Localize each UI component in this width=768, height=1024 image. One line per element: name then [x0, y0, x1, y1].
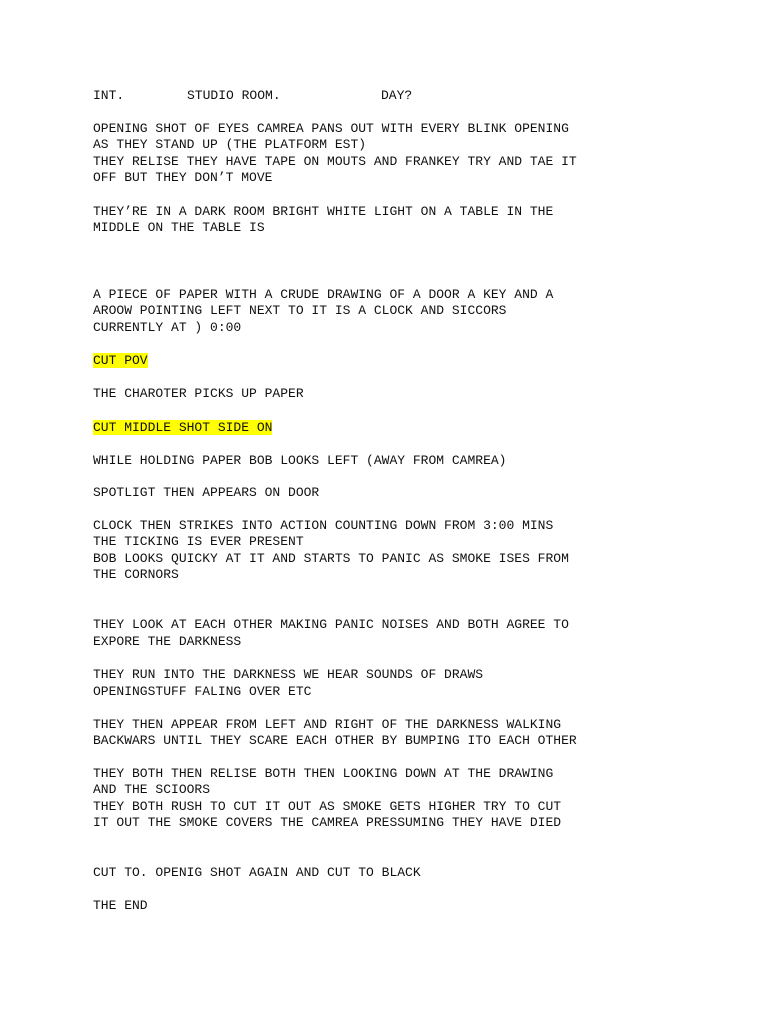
action-line: AND THE SCIOORS	[93, 782, 211, 797]
action-line: IT OUT THE SMOKE COVERS THE CAMREA PRESSUMING THEY HAVE DIED	[93, 815, 562, 830]
action-line: OPENINGSTUFF FALING OVER ETC	[93, 684, 312, 699]
action-line: THEY RELISE THEY HAVE TAPE ON MOUTS AND FRANKEY TRY AND TAE IT	[93, 154, 577, 169]
action-line: OPENING SHOT OF EYES CAMREA PANS OUT WITH EVERY BLINK OPENING	[93, 121, 569, 136]
action-line: CURRENTLY AT ) 0:00	[93, 320, 242, 335]
action-line: EXPORE THE DARKNESS	[93, 634, 242, 649]
action-line: THE CHAROTER PICKS UP PAPER	[93, 386, 304, 401]
transition-line	[93, 420, 272, 436]
action-line: THEY THEN APPEAR FROM LEFT AND RIGHT OF THE DARKNESS WALKING	[93, 717, 562, 732]
action-line: THE CORNORS	[93, 567, 179, 582]
action-line: THEY RUN INTO THE DARKNESS WE HEAR SOUNDS OF DRAWS	[93, 667, 484, 682]
action-line: BACKWARS UNTIL THEY SCARE EACH OTHER BY BUMPING ITO EACH OTHER	[93, 733, 577, 748]
scene-location: STUDIO ROOM.	[187, 88, 281, 103]
action-line: SPOTLIGT THEN APPEARS ON DOOR	[93, 485, 320, 500]
highlighted-transition: CUT POV	[93, 353, 148, 368]
action-line: OFF BUT THEY DON’T MOVE	[93, 170, 273, 185]
action-line: THE TICKING IS EVER PRESENT	[93, 534, 304, 549]
action-line: MIDDLE ON THE TABLE IS	[93, 220, 265, 235]
action-line: THEY’RE IN A DARK ROOM BRIGHT WHITE LIGHT ON A TABLE IN THE	[93, 204, 554, 219]
action-line: CUT TO. OPENIG SHOT AGAIN AND CUT TO BLACK	[93, 865, 421, 880]
action-line: A PIECE OF PAPER WITH A CRUDE DRAWING OF A DOOR A KEY AND A	[93, 287, 554, 302]
action-line: THEY LOOK AT EACH OTHER MAKING PANIC NOISES AND BOTH AGREE TO	[93, 617, 569, 632]
scene-heading	[93, 88, 413, 104]
action-line: BOB LOOKS QUICKY AT IT AND STARTS TO PANIC AS SMOKE ISES FROM	[93, 551, 569, 566]
action-line: AROOW POINTING LEFT NEXT TO IT IS A CLOCK AND SICCORS	[93, 303, 507, 318]
transition-line	[93, 353, 148, 369]
scene-time: DAY?	[381, 88, 413, 103]
action-line: THEY BOTH RUSH TO CUT IT OUT AS SMOKE GETS HIGHER TRY TO CUT	[93, 799, 562, 814]
action-line: AS THEY STAND UP (THE PLATFORM EST)	[93, 137, 367, 152]
action-line: THEY BOTH THEN RELISE BOTH THEN LOOKING DOWN AT THE DRAWING	[93, 766, 554, 781]
action-line: CLOCK THEN STRIKES INTO ACTION COUNTING DOWN FROM 3:00 MINS	[93, 518, 554, 533]
scene-int: INT.	[93, 88, 125, 103]
action-line: WHILE HOLDING PAPER BOB LOOKS LEFT (AWAY FROM CAMREA)	[93, 453, 507, 468]
highlighted-transition: CUT MIDDLE SHOT SIDE ON	[93, 420, 273, 435]
the-end-line: THE END	[93, 898, 148, 913]
